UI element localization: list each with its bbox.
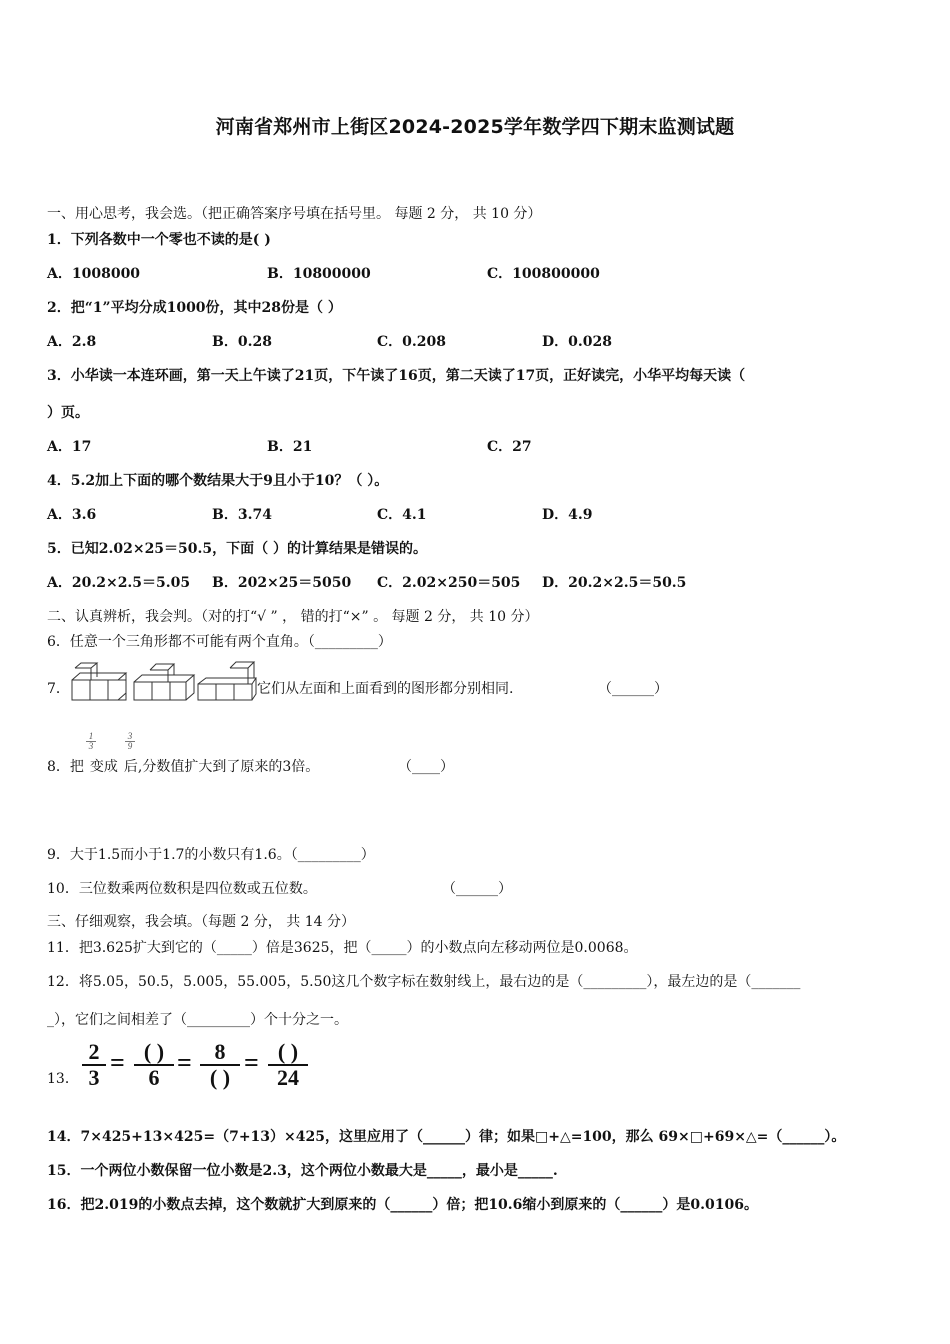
question-10-blank: （______）: [442, 881, 512, 897]
question-12-line1: 12．将5.05，50.5，5.005，55.005，5.50这几个数字标在数射线上，最右边的是（_________），最左边的是（_______: [47, 974, 801, 990]
question-7-text: 它们从左面和上面看到的图形都分别相同.: [257, 681, 514, 697]
q2-option-c: C．0.208: [377, 334, 446, 350]
q8-fraction-1: $\frac{1}{3}$: [86, 732, 96, 751]
page-title: 河南省郑州市上街区2024-2025学年数学四下期末监测试题: [215, 116, 735, 138]
q5-option-d: D．20.2×2.5＝50.5: [542, 575, 687, 591]
section-3-heading: 三、仔细观察，我会填。（每题 2 分， 共 14 分）: [47, 914, 355, 930]
q2-option-a: A．2.8: [47, 334, 97, 350]
q2-option-b: B．0.28: [212, 334, 272, 350]
q5-option-c: C．2.02×250＝505: [377, 575, 521, 591]
cube-figures-icon: [70, 660, 258, 704]
question-14: 14．7×425+13×425=（7+13）×425，这里应用了（______）律；如果□+△=100，那么 69×□+69×△=（______）。: [47, 1129, 846, 1145]
question-5: 5．已知2.02×25＝50.5，下面（ ）的计算结果是错误的。: [47, 541, 428, 557]
q13-fraction-3: 8 ( ): [200, 1040, 240, 1090]
question-1: 1．下列各数中一个零也不读的是( ): [47, 232, 271, 248]
q3-option-c: C．27: [487, 439, 532, 455]
q13-equals-3: =: [244, 1048, 259, 1077]
question-8: 8．把 变成 后,分数值扩大到了原来的3倍。: [47, 759, 320, 775]
q13-fraction-4: ( ) 24: [268, 1040, 308, 1090]
question-12-line2: _），它们之间相差了（_________）个十分之一。: [47, 1012, 348, 1028]
question-13-number: 13．: [47, 1071, 79, 1087]
question-3-line1: 3．小华读一本连环画，第一天上午读了21页，下午读了16页，第二天读了17页，正好读完，小华平均每天读（: [47, 368, 746, 384]
q1-option-c: C．100800000: [487, 266, 600, 282]
q13-fraction-2: ( ) 6: [134, 1040, 174, 1090]
section-2-heading: 二、认真辨析，我会判。（对的打“√ ” ， 错的打“×” 。 每题 2 分， 共 10 分）: [47, 609, 539, 625]
question-6: 6．任意一个三角形都不可能有两个直角。（_________）: [47, 634, 392, 650]
question-9: 9．大于1.5而小于1.7的小数只有1.6。（_________）: [47, 847, 375, 863]
q13-equals-1: =: [110, 1048, 125, 1077]
section-1-heading: 一、用心思考，我会选。（把正确答案序号填在括号里。 每题 2 分， 共 10 分）: [47, 206, 542, 222]
q4-option-d: D．4.9: [542, 507, 593, 523]
q1-option-b: B．10800000: [267, 266, 371, 282]
q2-option-d: D．0.028: [542, 334, 612, 350]
q5-option-a: A．20.2×2.5＝5.05: [47, 575, 191, 591]
q13-fraction-1: $\frac{2}{3}$: [82, 1040, 106, 1090]
q4-option-b: B．3.74: [212, 507, 272, 523]
question-4: 4．5.2加上下面的哪个数结果大于9且小于10？（ ）。: [47, 473, 389, 489]
question-16: 16．把2.019的小数点去掉，这个数就扩大到原来的（______）倍；把10.6缩小到原来的（______）是0.0106。: [47, 1197, 758, 1213]
q4-option-c: C．4.1: [377, 507, 427, 523]
question-7-number: 7．: [47, 681, 70, 697]
question-2: 2．把“1”平均分成1000份，其中28份是（ ）: [47, 300, 342, 316]
question-7-blank: （______）: [598, 681, 668, 697]
q4-option-a: A．3.6: [47, 507, 97, 523]
q3-option-a: A．17: [47, 439, 92, 455]
question-11: 11．把3.625扩大到它的（_____）倍是3625，把（_____）的小数点向左移动两位是0.0068。: [47, 940, 638, 956]
question-15: 15．一个两位小数保留一位小数是2.3，这个两位小数最大是_____，最小是_____.: [47, 1163, 558, 1179]
question-3-line2: ）页。: [47, 405, 89, 421]
q3-option-b: B．21: [267, 439, 313, 455]
q1-option-a: A．1008000: [47, 266, 141, 282]
q8-fraction-2: $\frac{3}{9}$: [125, 732, 135, 751]
q13-equals-2: =: [177, 1048, 192, 1077]
question-10: 10．三位数乘两位数积是四位数或五位数。: [47, 881, 317, 897]
q5-option-b: B．202×25＝5050: [212, 575, 352, 591]
question-8-blank: （____）: [398, 759, 454, 775]
